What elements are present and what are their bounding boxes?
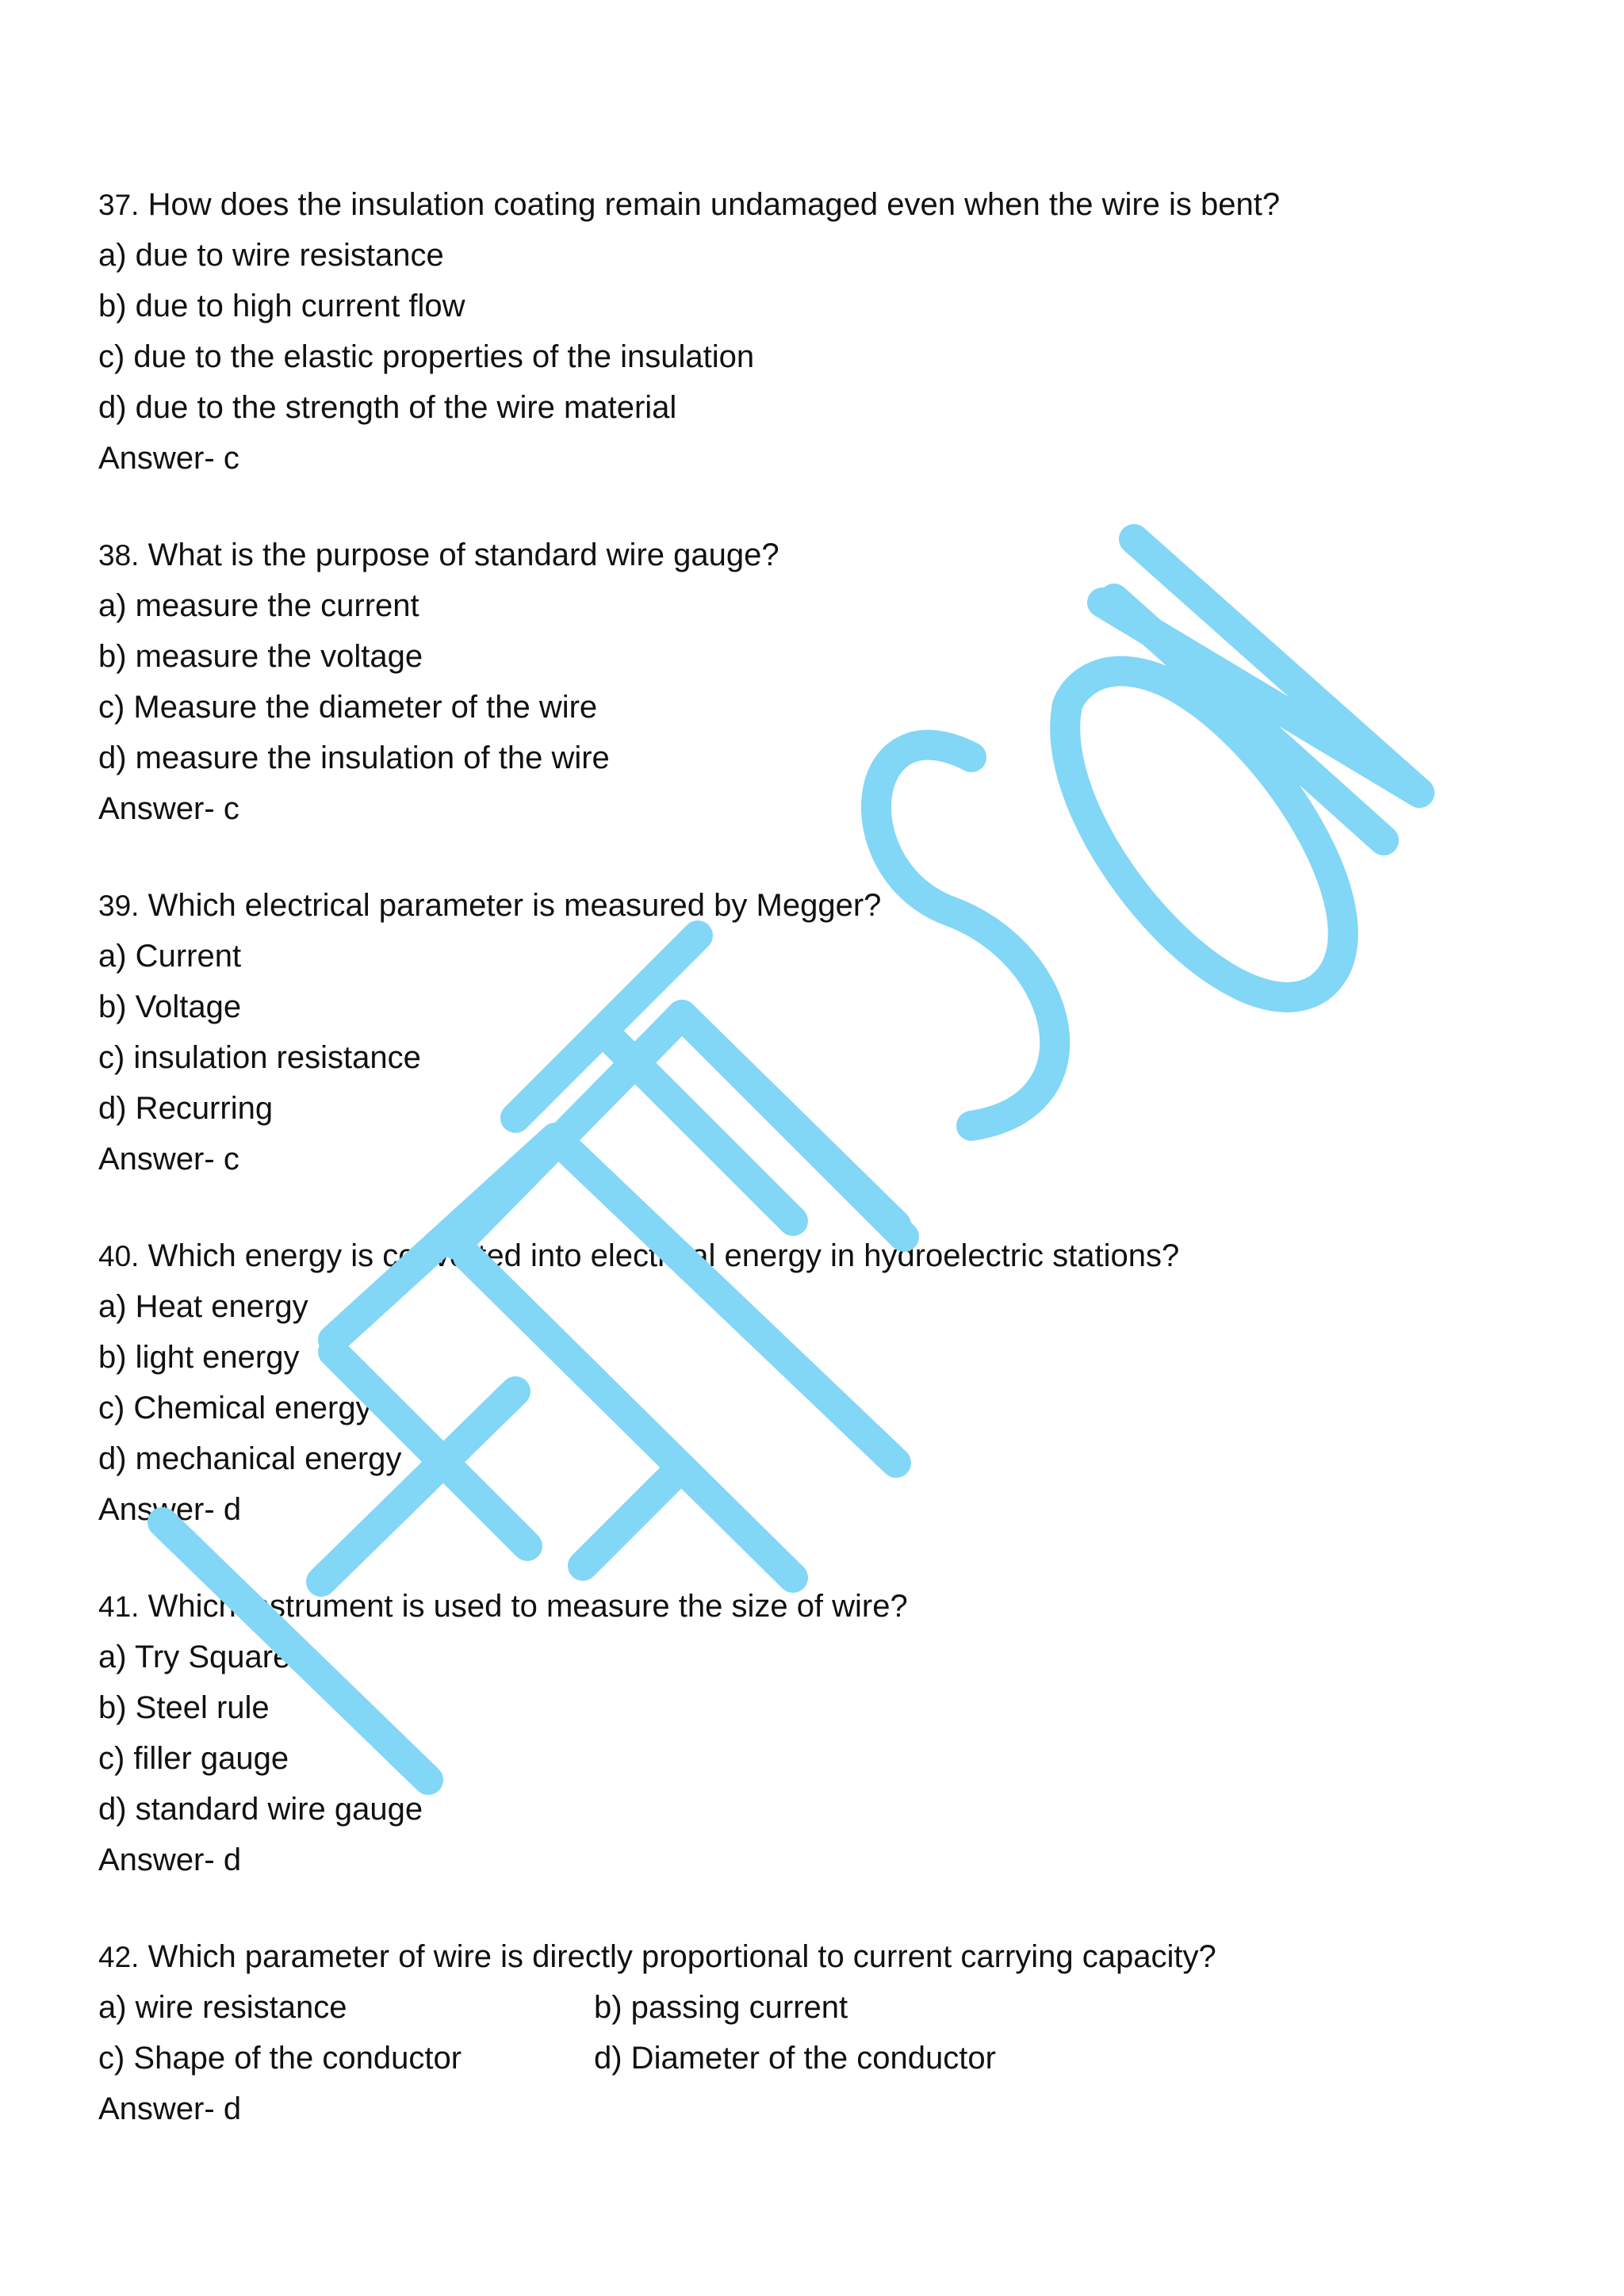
answer: Answer- d	[98, 1843, 242, 1877]
option-c: c) Measure the diameter of the wire	[98, 690, 598, 725]
option-c: c) due to the elastic properties of the insulation	[98, 339, 755, 374]
question-number: 38.	[98, 539, 140, 572]
answer: Answer- d	[98, 2091, 242, 2126]
option-b: b) passing current	[594, 1990, 848, 2025]
question-42	[98, 1931, 1526, 2134]
question-text: 38. What is the purpose of standard wire gauge?	[98, 538, 779, 572]
options-row-1	[98, 1982, 1526, 2033]
question-number: 41.	[98, 1590, 140, 1623]
question-text: 42. Which parameter of wire is directly proportional to current carrying capacity?	[98, 1939, 1216, 1974]
option-a: a) Heat energy	[98, 1289, 308, 1324]
option-d: d) Diameter of the conductor	[594, 2041, 996, 2076]
question-number: 40.	[98, 1240, 140, 1272]
question-text: 37. How does the insulation coating remain undamaged even when the wire is bent?	[98, 187, 1281, 222]
option-d: d) standard wire gauge	[98, 1792, 423, 1827]
question-39	[98, 880, 1526, 1184]
answer: Answer- c	[98, 441, 239, 476]
option-b: b) Voltage	[98, 989, 242, 1024]
option-d: d) measure the insulation of the wire	[98, 740, 610, 775]
question-41	[98, 1581, 1526, 1885]
question-number: 37.	[98, 189, 140, 221]
options-row-2	[98, 2033, 1526, 2084]
question-list	[98, 179, 1526, 2180]
option-d: d) due to the strength of the wire material	[98, 390, 677, 425]
answer: Answer- c	[98, 1142, 239, 1177]
question-text: 41. Which instrument is used to measure the size of wire?	[98, 1589, 908, 1624]
answer: Answer- c	[98, 791, 239, 826]
question-number: 42.	[98, 1941, 140, 1973]
question-text: 39. Which electrical parameter is measured by Megger?	[98, 888, 882, 923]
option-c: c) Chemical energy	[98, 1391, 372, 1425]
question-number: 39.	[98, 890, 140, 922]
option-a: a) Try Square	[98, 1640, 291, 1674]
question-38	[98, 530, 1526, 834]
option-a: a) due to wire resistance	[98, 238, 444, 273]
option-c: c) Shape of the conductor	[98, 2041, 462, 2076]
question-text: 40. Which energy is converted into electrical energy in hydroelectric stations?	[98, 1238, 1180, 1273]
answer: Answer- d	[98, 1492, 242, 1527]
option-d: d) Recurring	[98, 1091, 274, 1126]
option-a: a) Current	[98, 939, 242, 974]
option-b: b) light energy	[98, 1340, 300, 1375]
option-d: d) mechanical energy	[98, 1441, 402, 1476]
option-a: a) wire resistance	[98, 1990, 347, 2025]
option-b: b) Steel rule	[98, 1690, 270, 1725]
option-c: c) filler gauge	[98, 1741, 289, 1776]
question-40	[98, 1230, 1526, 1535]
option-a: a) measure the current	[98, 588, 419, 623]
option-c: c) insulation resistance	[98, 1040, 421, 1075]
question-37	[98, 179, 1526, 484]
option-b: b) due to high current flow	[98, 289, 465, 323]
option-b: b) measure the voltage	[98, 639, 423, 674]
